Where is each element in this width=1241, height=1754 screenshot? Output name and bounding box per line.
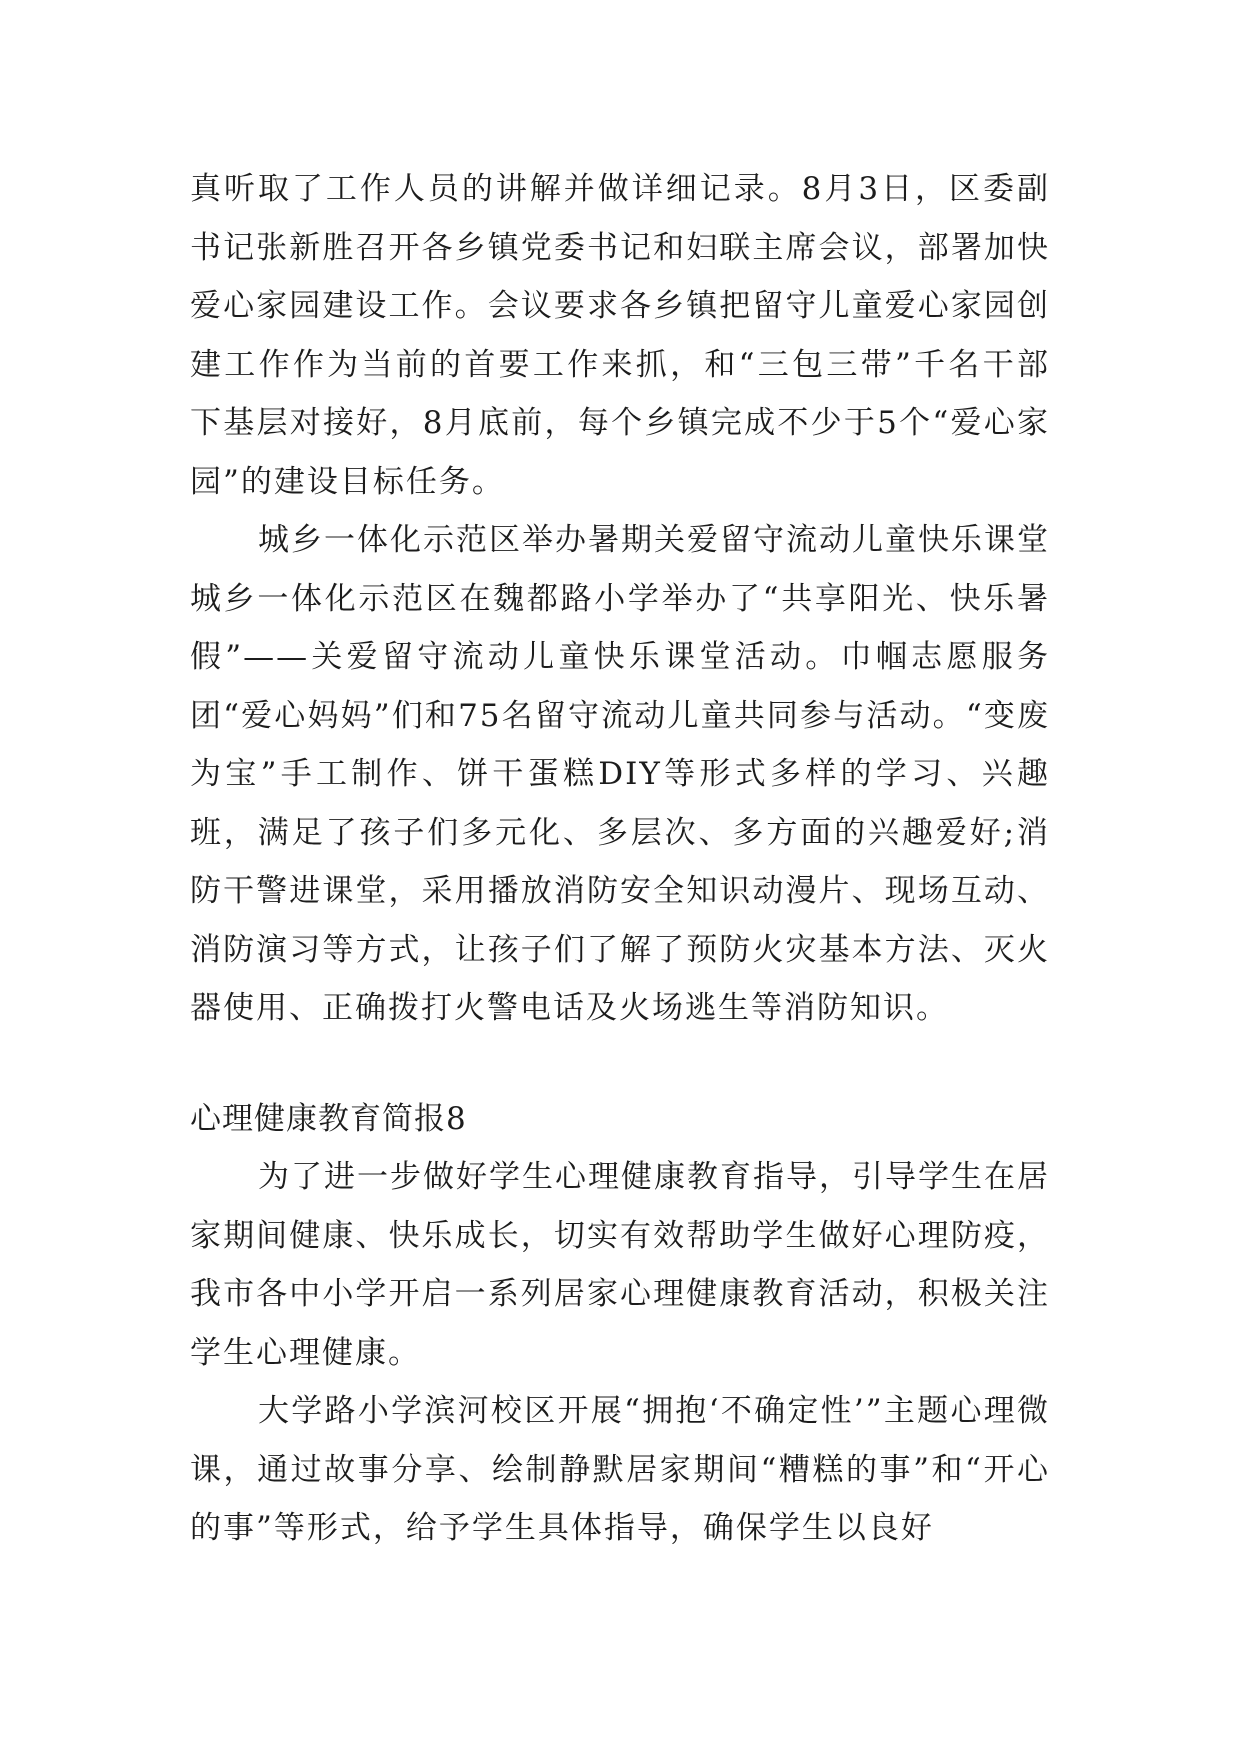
paragraph-intro: 为了进一步做好学生心理健康教育指导，引导学生在居家期间健康、快乐成长，切实有效帮助学生做好心理防疫，我市各中小学开启一系列居家心理健康教育活动，积极关注学生心理健康。 xyxy=(190,1159,1050,1371)
paragraph-microlesson: 大学路小学滨河校区开展“拥抱‘不确定性’”主题心理微课，通过故事分享、绘制静默居家期间“糟糕的事”和“开心的事”等形式，给予学生具体指导，确保学生以良好 xyxy=(190,1393,1050,1546)
paragraph-summer-class: 城乡一体化示范区举办暑期关爱留守流动儿童快乐课堂城乡一体化示范区在魏都路小学举办了“共享阳光、快乐暑假”——关爱留守流动儿童快乐课堂活动。巾帼志愿服务团“爱心妈妈”们和75名留守流动儿童共同参与活动。“变废为宝”手工制作、饼干蛋糕DIY等形式多样的学习、兴趣班，满足了孩子们多元化、多层次、多方面的兴趣爱好;消防干警进课堂，采用播放消防安全知识动漫片、现场互动、消防演习等方式，让孩子们了解了预防火灾基本方法、灭火器使用、正确拨打火警电话及火场逃生等消防知识。 xyxy=(190,522,1050,1026)
paragraph-continuation: 真听取了工作人员的讲解并做详细记录。8月3日，区委副书记张新胜召开各乡镇党委书记和妇联主席会议，部署加快爱心家园建设工作。会议要求各乡镇把留守儿童爱心家园创建工作作为当前的首要工作来抓，和“三包三带”千名干部下基层对接好，8月底前，每个乡镇完成不少于5个“爱心家园”的建设目标任务。 xyxy=(190,171,1050,500)
document-body xyxy=(190,160,1050,1558)
section-heading: 心理健康教育简报8 xyxy=(190,1100,467,1137)
